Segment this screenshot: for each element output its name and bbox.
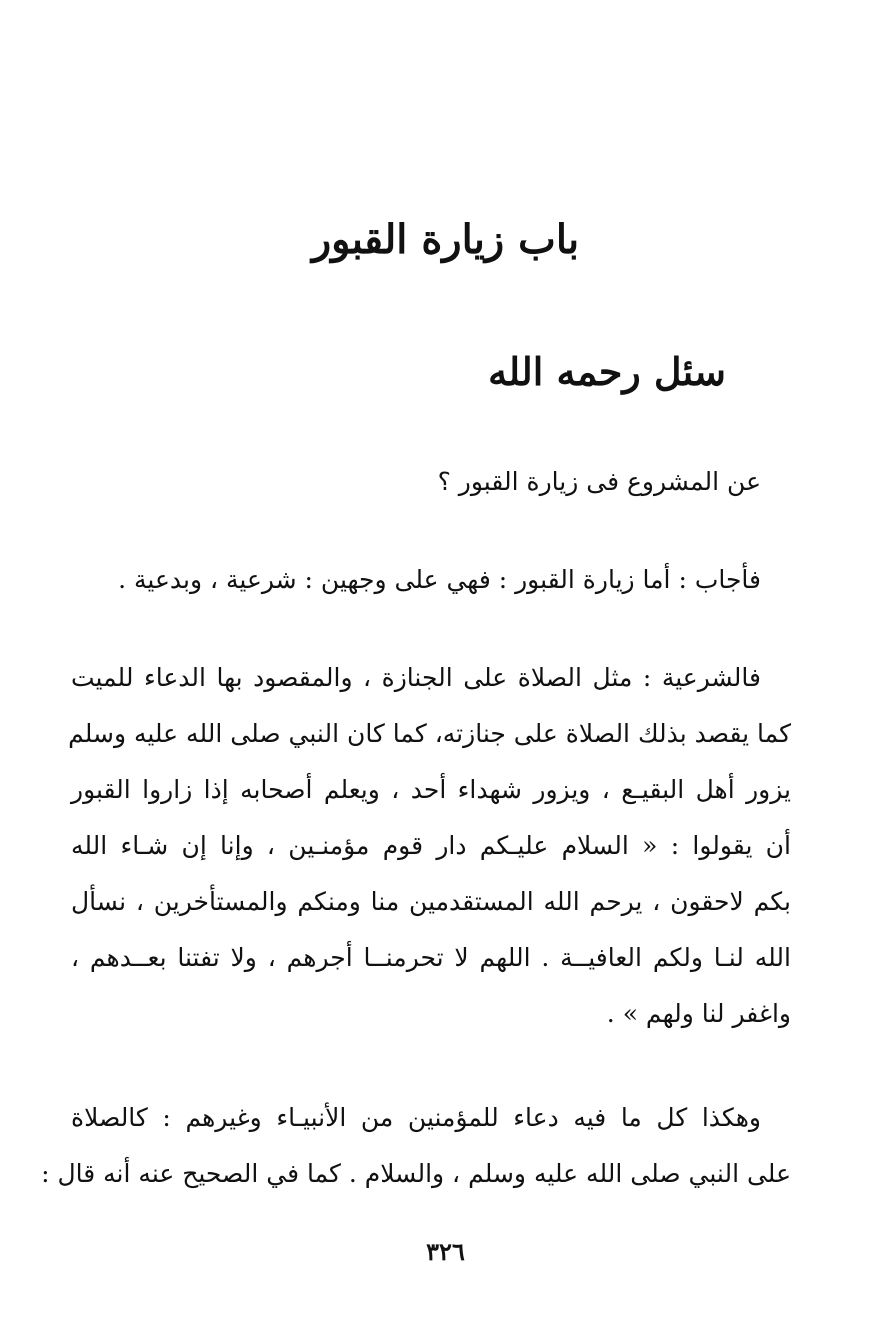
question-paragraph (41, 454, 791, 510)
page-number: ٣٢٦ (426, 1237, 465, 1266)
question-heading: سئل رحمه الله (488, 349, 726, 394)
answer-paragraph (41, 552, 791, 608)
paragraph-line: فالشرعية : مثل الصلاة على الجنازة ، والمقصود بها الدعاء للميت (71, 663, 761, 692)
paragraph-line: يزور أهل البقيـع ، ويزور شهداء أحد ، ويعلم أصحابه إذا زاروا القبور (71, 775, 791, 804)
continuation-paragraph (41, 1090, 791, 1202)
legitimate-visit-paragraph (68, 650, 791, 1042)
paragraph-line: أن يقولوا : « السلام عليـكم دار قوم مؤمنـين ، وإنا إن شـاء الله (71, 831, 791, 860)
paragraph-line: واغفر لنا ولهم » . (606, 999, 791, 1028)
paragraph-line: على النبي صلى الله عليه وسلم ، والسلام . كما في الصحيح عنه أنه قال : (41, 1159, 791, 1188)
paragraph-line: كما يقصد بذلك الصلاة على جنازته، كما كان النبي صلى الله عليه وسلم (68, 719, 791, 748)
paragraph-line: الله لنـا ولكم العافيــة . اللهم لا تحرمنــا أجرهم ، ولا تفتنا بعــدهم ، (71, 943, 791, 972)
question-text: عن المشروع فى زيارة القبور ؟ (437, 467, 761, 496)
answer-intro-text: فأجاب : أما زيارة القبور : فهي على وجهين : شرعية ، وبدعية . (118, 565, 761, 594)
paragraph-line: بكم لاحقون ، يرحم الله المستقدمين منا ومنكم والمستأخرين ، نسأل (71, 887, 791, 916)
paragraph-line: وهكذا كل ما فيه دعاء للمؤمنين من الأنبيـاء وغيرهم : كالصلاة (71, 1103, 761, 1132)
chapter-title: باب زيارة القبور (311, 216, 580, 263)
